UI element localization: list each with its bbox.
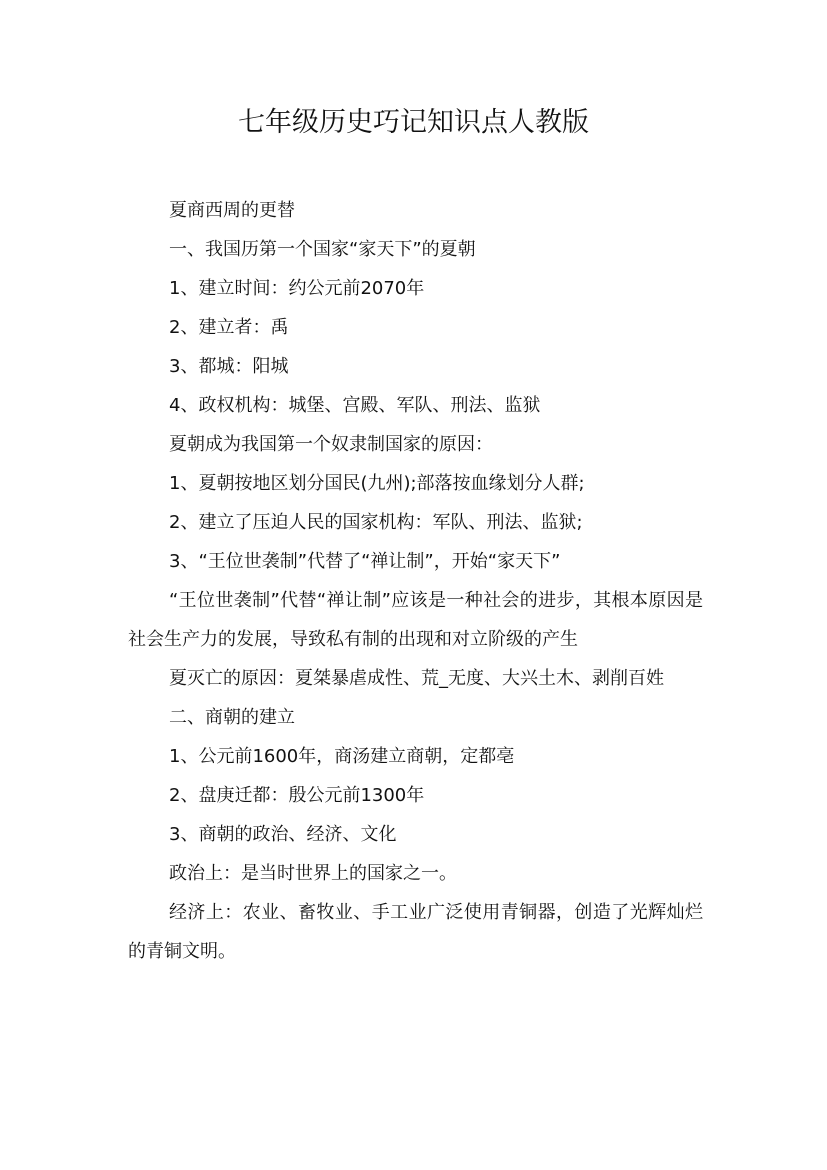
paragraph: 政治上：是当时世界上的国家之一。 xyxy=(169,863,457,884)
paragraph: 2、建立了压迫人民的国家机构：军队、刑法、监狱; xyxy=(169,512,583,533)
paragraph: 夏商西周的更替 xyxy=(169,200,295,221)
paragraph: “王位世袭制”代替“禅让制”应该是一种社会的进步，其根本原因是社会生产力的发展，导致私有制的出现和对立阶级的产生 xyxy=(128,590,703,650)
document-body xyxy=(128,191,703,971)
paragraph: 夏灭亡的原因：夏桀暴虐成性、荒_无度、大兴土木、剥削百姓 xyxy=(169,668,664,689)
paragraph: 夏朝成为我国第一个奴隶制国家的原因： xyxy=(169,434,493,455)
paragraph: 二、商朝的建立 xyxy=(169,707,295,728)
paragraph: 1、公元前1600年，商汤建立商朝，定都亳 xyxy=(169,746,515,767)
paragraph: 3、都城：阳城 xyxy=(169,356,289,377)
paragraph: 3、商朝的政治、经济、文化 xyxy=(169,824,397,845)
paragraph: 4、政权机构：城堡、宫殿、军队、刑法、监狱 xyxy=(169,395,541,416)
paragraph: 1、夏朝按地区划分国民(九州);部落按血缘划分人群; xyxy=(169,473,585,494)
document-title: 七年级历史巧记知识点人教版 xyxy=(238,107,589,138)
paragraph: 2、建立者：禹 xyxy=(169,317,289,338)
paragraph: 3、“王位世袭制”代替了“禅让制”，开始“家天下” xyxy=(169,551,561,572)
paragraph: 1、建立时间：约公元前2070年 xyxy=(169,278,425,299)
paragraph: 一、我国历第一个国家“家天下”的夏朝 xyxy=(169,239,476,260)
paragraph: 2、盘庚迁都：殷公元前1300年 xyxy=(169,785,425,806)
paragraph: 经济上：农业、畜牧业、手工业广泛使用青铜器，创造了光辉灿烂的青铜文明。 xyxy=(128,902,703,962)
